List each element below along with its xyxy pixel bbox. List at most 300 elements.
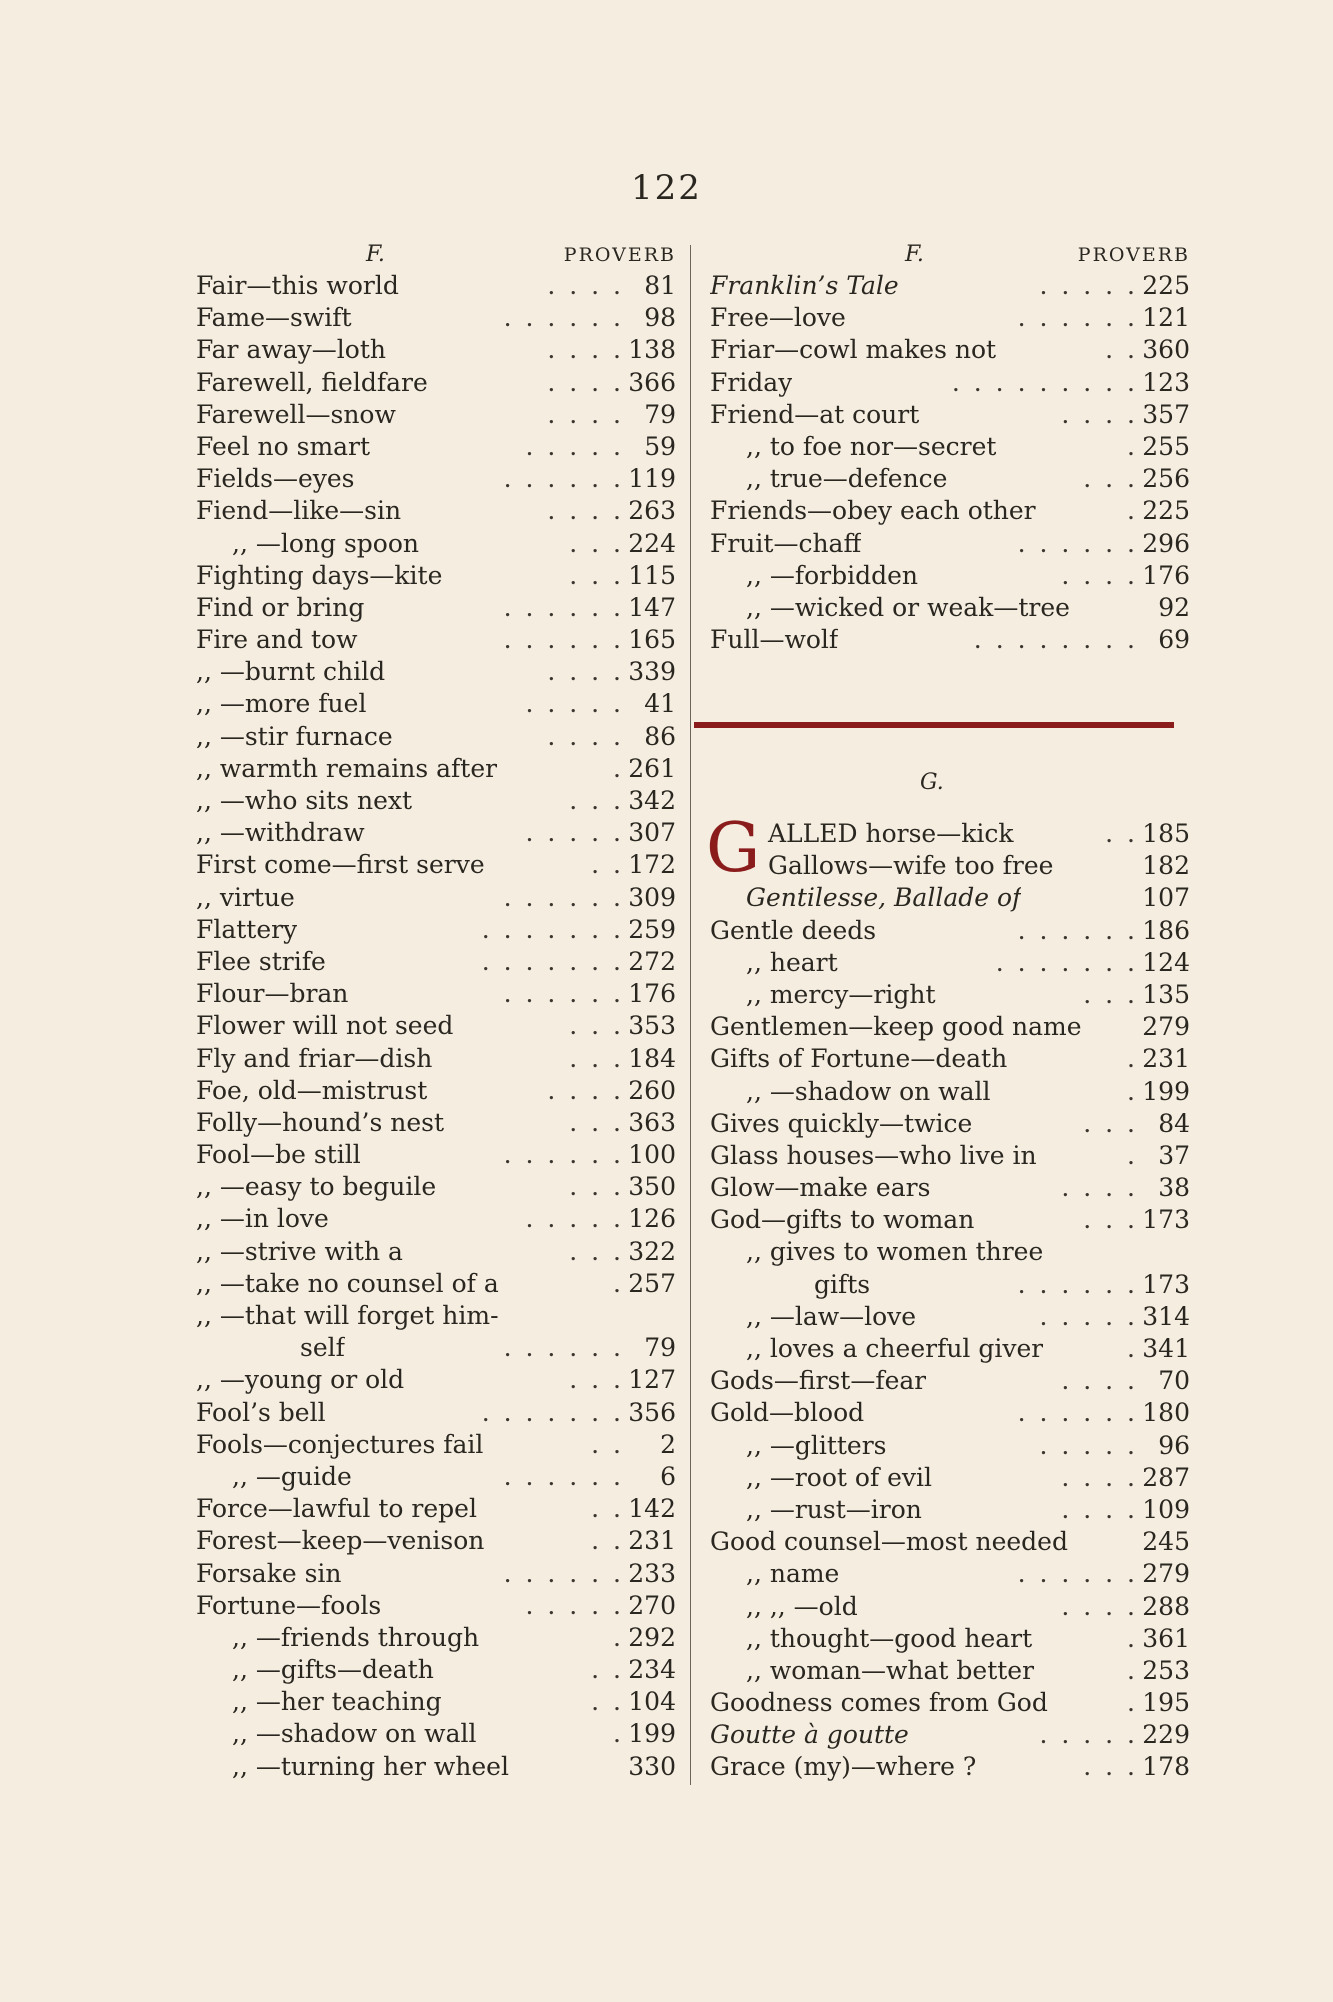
entry-text: Gives quickly—twice (710, 1108, 973, 1138)
leader-dots: . . . . . (1039, 1430, 1138, 1460)
entry-text: ,, —long spoon (232, 528, 419, 558)
index-entry (196, 302, 676, 334)
index-entry (710, 850, 1190, 882)
leader-dots: . . . . . (525, 689, 624, 719)
entry-text: First come—first serve (196, 850, 485, 880)
leader-dots: . (1127, 1140, 1138, 1170)
proverb-number: 6 (660, 1461, 676, 1491)
proverb-number: 38 (1158, 1173, 1190, 1203)
leader-dots: . . (591, 1494, 624, 1524)
index-entry (710, 1591, 1190, 1623)
entry-text: ,, —burnt child (196, 657, 386, 687)
leader-dots: . . . . . . (503, 303, 624, 333)
index-entry (710, 1558, 1190, 1590)
index-entry (710, 1011, 1190, 1043)
index-entry (196, 431, 676, 463)
leader-dots: . . . . . . . . (973, 625, 1138, 655)
entry-text: Goodness comes from God (710, 1688, 1048, 1718)
entry-text: Glow—make ears (710, 1173, 931, 1203)
proverb-number: 81 (644, 271, 676, 300)
index-entry (710, 463, 1190, 495)
proverb-number: 261 (628, 753, 676, 783)
index-entry (196, 367, 676, 399)
index-entry (196, 817, 676, 849)
index-entry (196, 528, 676, 560)
entry-text: ,, mercy—right (746, 979, 936, 1009)
entry-text: Gods—first—fear (710, 1366, 927, 1396)
entry-text: ,, —stir furnace (196, 721, 393, 751)
index-entry (710, 915, 1190, 947)
proverb-number: 350 (628, 1172, 676, 1202)
leader-dots: . . . . (547, 657, 624, 687)
leader-dots: . (1127, 1688, 1138, 1718)
proverb-number: 142 (628, 1494, 676, 1524)
leader-dots: . . . . . . (503, 592, 624, 622)
proverb-number: 353 (628, 1011, 676, 1041)
index-entry (196, 1010, 676, 1042)
entry-text: Free—love (710, 303, 846, 333)
leader-dots: . . (1105, 819, 1138, 848)
proverb-number: 176 (1142, 560, 1190, 590)
right-entries (710, 270, 1190, 656)
entry-text: ,, —friends through (232, 1622, 480, 1652)
index-entry (196, 399, 676, 431)
proverb-number: 100 (628, 1140, 676, 1170)
index-entry (710, 592, 1190, 624)
entry-text: Friday (710, 367, 793, 397)
leader-dots: . . . . (1061, 1494, 1138, 1524)
drop-cap: G (706, 809, 761, 888)
leader-dots: . (1127, 1334, 1138, 1363)
section-letter: F. (366, 242, 385, 267)
leader-dots: . . (591, 1429, 624, 1459)
proverb-number: 234 (628, 1655, 676, 1685)
leader-dots: . . . . (1061, 1173, 1138, 1203)
entry-text: ,, —withdraw (196, 818, 365, 848)
entry-text: ,, gives to women three (746, 1237, 1044, 1267)
leader-dots: . . . . . . (1017, 915, 1138, 945)
index-entry (710, 882, 1190, 914)
entry-text: ,, —more fuel (196, 689, 367, 719)
leader-dots: . . . . (547, 367, 624, 397)
proverb-number: 233 (628, 1558, 676, 1588)
left-entries (196, 270, 676, 1783)
index-entry (710, 1108, 1190, 1140)
leader-dots: . . . . (547, 721, 624, 751)
entry-text: Find or bring (196, 592, 365, 622)
leader-dots: . . . . (1061, 1366, 1138, 1396)
leader-dots: . . . . . . (503, 464, 624, 494)
index-entry (196, 1171, 676, 1203)
right-column (710, 240, 1190, 656)
index-entry (196, 978, 676, 1010)
proverb-number: 231 (1142, 1044, 1190, 1074)
entry-text: ,, —who sits next (196, 786, 413, 815)
index-entry (196, 1493, 676, 1525)
index-entry (196, 1300, 676, 1332)
index-entry (196, 624, 676, 656)
proverb-number: 92 (1158, 592, 1190, 622)
proverb-number: 260 (628, 1075, 676, 1105)
leader-dots: . . . (569, 786, 624, 815)
proverb-number: 292 (628, 1622, 676, 1652)
leader-dots: . . . . . . . (995, 947, 1138, 977)
entry-text: Fiend—like—sin (196, 496, 402, 526)
entry-text: Fruit—chaff (710, 528, 862, 558)
index-entry (710, 302, 1190, 334)
leader-dots: . . . . . . (503, 882, 624, 912)
entry-text: Friend—at court (710, 399, 920, 429)
index-entry (710, 1365, 1190, 1397)
index-entry (196, 1203, 676, 1235)
entry-text: Grace (my)—where ? (710, 1752, 977, 1782)
proverb-number: 256 (1142, 464, 1190, 494)
proverb-number: 86 (644, 721, 676, 751)
proverb-number: 182 (1142, 851, 1190, 881)
index-entry (710, 1269, 1190, 1301)
leader-dots: . . . . . . (503, 625, 624, 655)
index-entry (710, 947, 1190, 979)
proverb-number: 180 (1142, 1398, 1190, 1428)
entry-text: Flour—bran (196, 979, 349, 1009)
index-entry (196, 753, 676, 785)
leader-dots: . (1127, 1076, 1138, 1106)
index-entry (196, 1236, 676, 1268)
leader-dots: . . . . (547, 496, 624, 526)
index-entry (196, 1429, 676, 1461)
proverb-number: 259 (628, 914, 676, 944)
proverb-number: 147 (628, 592, 676, 622)
index-entry (710, 1526, 1190, 1558)
leader-dots: . . . . . (525, 1204, 624, 1234)
leader-dots: . (613, 1622, 624, 1652)
index-entry (196, 463, 676, 495)
entry-text: gifts (814, 1269, 871, 1299)
proverb-number: 178 (1142, 1752, 1190, 1782)
index-entry (196, 1397, 676, 1429)
leader-dots: . (1127, 496, 1138, 526)
entry-text: ,, to foe nor—secret (746, 431, 997, 461)
leader-dots: . . . . . (1039, 271, 1138, 300)
proverb-number: 109 (1142, 1494, 1190, 1524)
proverb-number: 165 (628, 625, 676, 655)
proverb-number: 342 (628, 786, 676, 815)
entry-text: Gentlemen—keep good name (710, 1012, 1082, 1042)
proverb-number: 84 (1158, 1108, 1190, 1138)
entry-text: Fly and friar—dish (196, 1043, 433, 1073)
proverb-number: 288 (1142, 1591, 1190, 1621)
proverb-number: 115 (628, 560, 676, 590)
proverb-number: 296 (1142, 528, 1190, 558)
entry-text: Far away—loth (196, 335, 386, 365)
index-entry (710, 1494, 1190, 1526)
entry-text: ,, —root of evil (746, 1462, 933, 1492)
proverb-number: 79 (644, 1333, 676, 1363)
leader-dots: . . . (569, 560, 624, 590)
proverb-number: 172 (628, 850, 676, 880)
leader-dots: . . . (1083, 979, 1138, 1009)
leader-dots: . . (591, 850, 624, 880)
entry-text: Fair—this world (196, 271, 399, 300)
leader-dots: . . . . (547, 335, 624, 365)
entry-text: ,, heart (746, 947, 838, 977)
index-entry (710, 1204, 1190, 1236)
leader-dots: . . . . . (1039, 1720, 1138, 1750)
section-letter: F. (905, 242, 924, 267)
leader-dots: . . . . . (525, 1590, 624, 1620)
leader-dots: . . . . (547, 399, 624, 429)
index-entry (710, 1751, 1190, 1783)
entry-text: Gold—blood (710, 1398, 865, 1428)
entry-text: Gifts of Fortune—death (710, 1044, 1008, 1074)
entry-text: ,, —her teaching (232, 1687, 442, 1717)
index-entry (196, 1107, 676, 1139)
proverb-number: 309 (628, 882, 676, 912)
leader-dots: . (1127, 1044, 1138, 1074)
entry-text: ,, —turning her wheel (232, 1751, 509, 1781)
index-entry (196, 1558, 676, 1590)
index-entry (196, 1525, 676, 1557)
proverb-number: 69 (1158, 625, 1190, 655)
entry-text: Fortune—fools (196, 1590, 382, 1620)
entry-text: ,, —law—love (746, 1301, 917, 1331)
index-entry (196, 1622, 676, 1654)
entry-text: Flattery (196, 914, 298, 944)
entry-text: ,, —shadow on wall (232, 1719, 477, 1749)
proverb-number: 119 (628, 464, 676, 494)
index-entry (196, 1654, 676, 1686)
leader-dots: . . . (569, 1365, 624, 1395)
leader-dots: . (613, 1268, 624, 1298)
proverb-number: 138 (628, 335, 676, 365)
left-column (196, 240, 676, 1783)
proverb-number: 195 (1142, 1688, 1190, 1718)
index-entry (196, 914, 676, 946)
entry-text: Flee strife (196, 946, 326, 976)
proverb-number: 253 (1142, 1655, 1190, 1685)
proverb-label: PROVERB (563, 244, 676, 266)
entry-text: Gentilesse, Ballade of (746, 883, 1022, 913)
leader-dots: . . . . . (1039, 1301, 1138, 1331)
proverb-number: 279 (1142, 1012, 1190, 1042)
proverb-number: 98 (644, 303, 676, 333)
proverb-number: 121 (1142, 303, 1190, 333)
entry-text: Fool—be still (196, 1140, 361, 1170)
entry-text: ,, —easy to beguile (196, 1172, 437, 1202)
index-entry (196, 1075, 676, 1107)
leader-dots: . . . (1083, 1205, 1138, 1235)
proverb-number: 257 (628, 1268, 676, 1298)
proverb-number: 322 (628, 1236, 676, 1266)
leader-dots: . . . (1083, 1752, 1138, 1782)
entry-text: self (300, 1333, 345, 1363)
proverb-number: 225 (1142, 496, 1190, 526)
index-entry (196, 1268, 676, 1300)
entry-text: ,, —wicked or weak—tree (746, 592, 1070, 622)
entry-text: God—gifts to woman (710, 1205, 975, 1235)
entry-text: Glass houses—who live in (710, 1140, 1037, 1170)
entry-text: Farewell—snow (196, 399, 396, 429)
proverb-number: 360 (1142, 335, 1190, 365)
right-column-heading (710, 240, 1190, 270)
proverb-number: 70 (1158, 1366, 1190, 1396)
proverb-number: 357 (1142, 399, 1190, 429)
index-entry (196, 946, 676, 978)
leader-dots: . . . . . . (503, 1333, 624, 1363)
proverb-number: 186 (1142, 915, 1190, 945)
proverb-number: 231 (628, 1526, 676, 1556)
entry-text: ,, name (746, 1559, 840, 1589)
leader-dots: . . . . . . (1017, 528, 1138, 558)
index-entry (710, 1687, 1190, 1719)
leader-dots: . (1127, 1623, 1138, 1653)
leader-dots: . . . . (1061, 560, 1138, 590)
index-entry (196, 1461, 676, 1493)
leader-dots: . (1127, 431, 1138, 461)
entry-text: Friends—obey each other (710, 496, 1036, 526)
g-entries (710, 818, 1190, 1784)
proverb-number: 126 (628, 1204, 676, 1234)
proverb-number: 255 (1142, 431, 1190, 461)
leader-dots: . . . . . (525, 431, 624, 461)
entry-text: Fire and tow (196, 625, 358, 655)
entry-text: Fields—eyes (196, 464, 355, 494)
index-entry (710, 431, 1190, 463)
proverb-number: 307 (628, 818, 676, 848)
index-entry (196, 334, 676, 366)
proverb-number: 263 (628, 496, 676, 526)
index-entry (710, 1462, 1190, 1494)
proverb-number: 224 (628, 528, 676, 558)
leader-dots: . . . . (547, 271, 624, 300)
leader-dots: . . . . . . . . . (951, 367, 1138, 397)
index-entry (196, 1364, 676, 1396)
proverb-number: 135 (1142, 979, 1190, 1009)
index-entry (710, 1623, 1190, 1655)
index-entry (710, 1719, 1190, 1751)
leader-dots: . . . . . . (1017, 1269, 1138, 1299)
proverb-number: 107 (1142, 883, 1190, 913)
entry-text: Franklin’s Tale (710, 271, 899, 300)
proverb-number: 287 (1142, 1462, 1190, 1492)
leader-dots: . . . . . . (1017, 1559, 1138, 1589)
leader-dots: . . . . . . (1017, 303, 1138, 333)
proverb-number: 124 (1142, 947, 1190, 977)
index-entry (196, 785, 676, 817)
entry-text: ,, —shadow on wall (746, 1076, 991, 1106)
index-entry (196, 270, 676, 302)
leader-dots: . . . . . . . (481, 1397, 624, 1427)
leader-dots: . . . . . . (1017, 1398, 1138, 1428)
index-entry (196, 1043, 676, 1075)
section-rule (694, 722, 1174, 728)
entry-text: ,, —gifts—death (232, 1655, 434, 1685)
index-entry (710, 1397, 1190, 1429)
proverb-number: 341 (1142, 1334, 1190, 1363)
leader-dots: . . . . . . (503, 1140, 624, 1170)
leader-dots: . . (591, 1655, 624, 1685)
entry-text: ,, —strive with a (196, 1236, 403, 1266)
index-entry (196, 1139, 676, 1171)
leader-dots: . . (591, 1526, 624, 1556)
leader-dots: . . . (1083, 464, 1138, 494)
entry-text: ,, —take no counsel of a (196, 1268, 499, 1298)
entry-text: Good counsel—most needed (710, 1527, 1068, 1557)
entry-text: Fool’s bell (196, 1397, 326, 1427)
leader-dots: . . . (569, 1011, 624, 1041)
index-entry (196, 656, 676, 688)
index-entry (710, 1043, 1190, 1075)
proverb-number: 104 (628, 1687, 676, 1717)
section-g-heading: G. (920, 770, 944, 795)
index-entry (710, 560, 1190, 592)
entry-text: Fighting days—kite (196, 560, 443, 590)
entry-text: Gentle deeds (710, 915, 877, 945)
leader-dots: . . . . (1061, 1462, 1138, 1492)
index-entry (710, 399, 1190, 431)
proverb-number: 225 (1142, 271, 1190, 300)
entry-text: Flower will not seed (196, 1011, 454, 1041)
index-entry (196, 1751, 676, 1783)
proverb-number: 366 (628, 367, 676, 397)
proverb-number: 361 (1142, 1623, 1190, 1653)
leader-dots: . (613, 753, 624, 783)
entry-text: ,, ,, —old (746, 1591, 858, 1621)
leader-dots: . . . (569, 1043, 624, 1073)
proverb-number: 356 (628, 1397, 676, 1427)
leader-dots: . (613, 1719, 624, 1749)
entry-text: Gallows—wife too free (768, 851, 1054, 881)
g-section (706, 809, 1190, 1784)
index-entry (710, 334, 1190, 366)
proverb-number: 229 (1142, 1720, 1190, 1750)
leader-dots: . . (591, 1687, 624, 1717)
proverb-number: 184 (628, 1043, 676, 1073)
index-entry (710, 1236, 1190, 1268)
leader-dots: . (1127, 1655, 1138, 1685)
leader-dots: . . . . (1061, 1591, 1138, 1621)
entry-text: ,, virtue (196, 882, 295, 912)
entry-text: Friar—cowl makes not (710, 335, 997, 365)
entry-text: Forest—keep—venison (196, 1526, 485, 1556)
index-entry (710, 1430, 1190, 1462)
entry-text: Force—lawful to repel (196, 1494, 477, 1524)
entry-text: ,, woman—what better (746, 1655, 1035, 1685)
entry-text: Fools—conjectures fail (196, 1429, 484, 1459)
index-entry (710, 818, 1190, 850)
proverb-number: 339 (628, 657, 676, 687)
proverb-number: 363 (628, 1107, 676, 1137)
leader-dots: . . . . . . (503, 1461, 624, 1491)
proverb-number: 185 (1142, 819, 1190, 848)
entry-text: ,, true—defence (746, 464, 948, 494)
index-entry (710, 624, 1190, 656)
leader-dots: . . . . (1061, 399, 1138, 429)
leader-dots: . . . (569, 1107, 624, 1137)
leader-dots: . . . . . . . (481, 946, 624, 976)
entry-text: ALLED horse—kick (768, 819, 1014, 848)
index-entry (710, 1301, 1190, 1333)
proverb-label: PROVERB (1077, 244, 1190, 266)
proverb-number: 2 (660, 1429, 676, 1459)
entry-text: ,, —young or old (196, 1365, 405, 1395)
entry-text: Goutte à goutte (710, 1720, 909, 1750)
entry-text: ,, —forbidden (746, 560, 918, 590)
index-entry (710, 1076, 1190, 1108)
left-column-heading (196, 240, 676, 270)
entry-text: ,, —in love (196, 1204, 329, 1234)
proverb-number: 173 (1142, 1205, 1190, 1235)
